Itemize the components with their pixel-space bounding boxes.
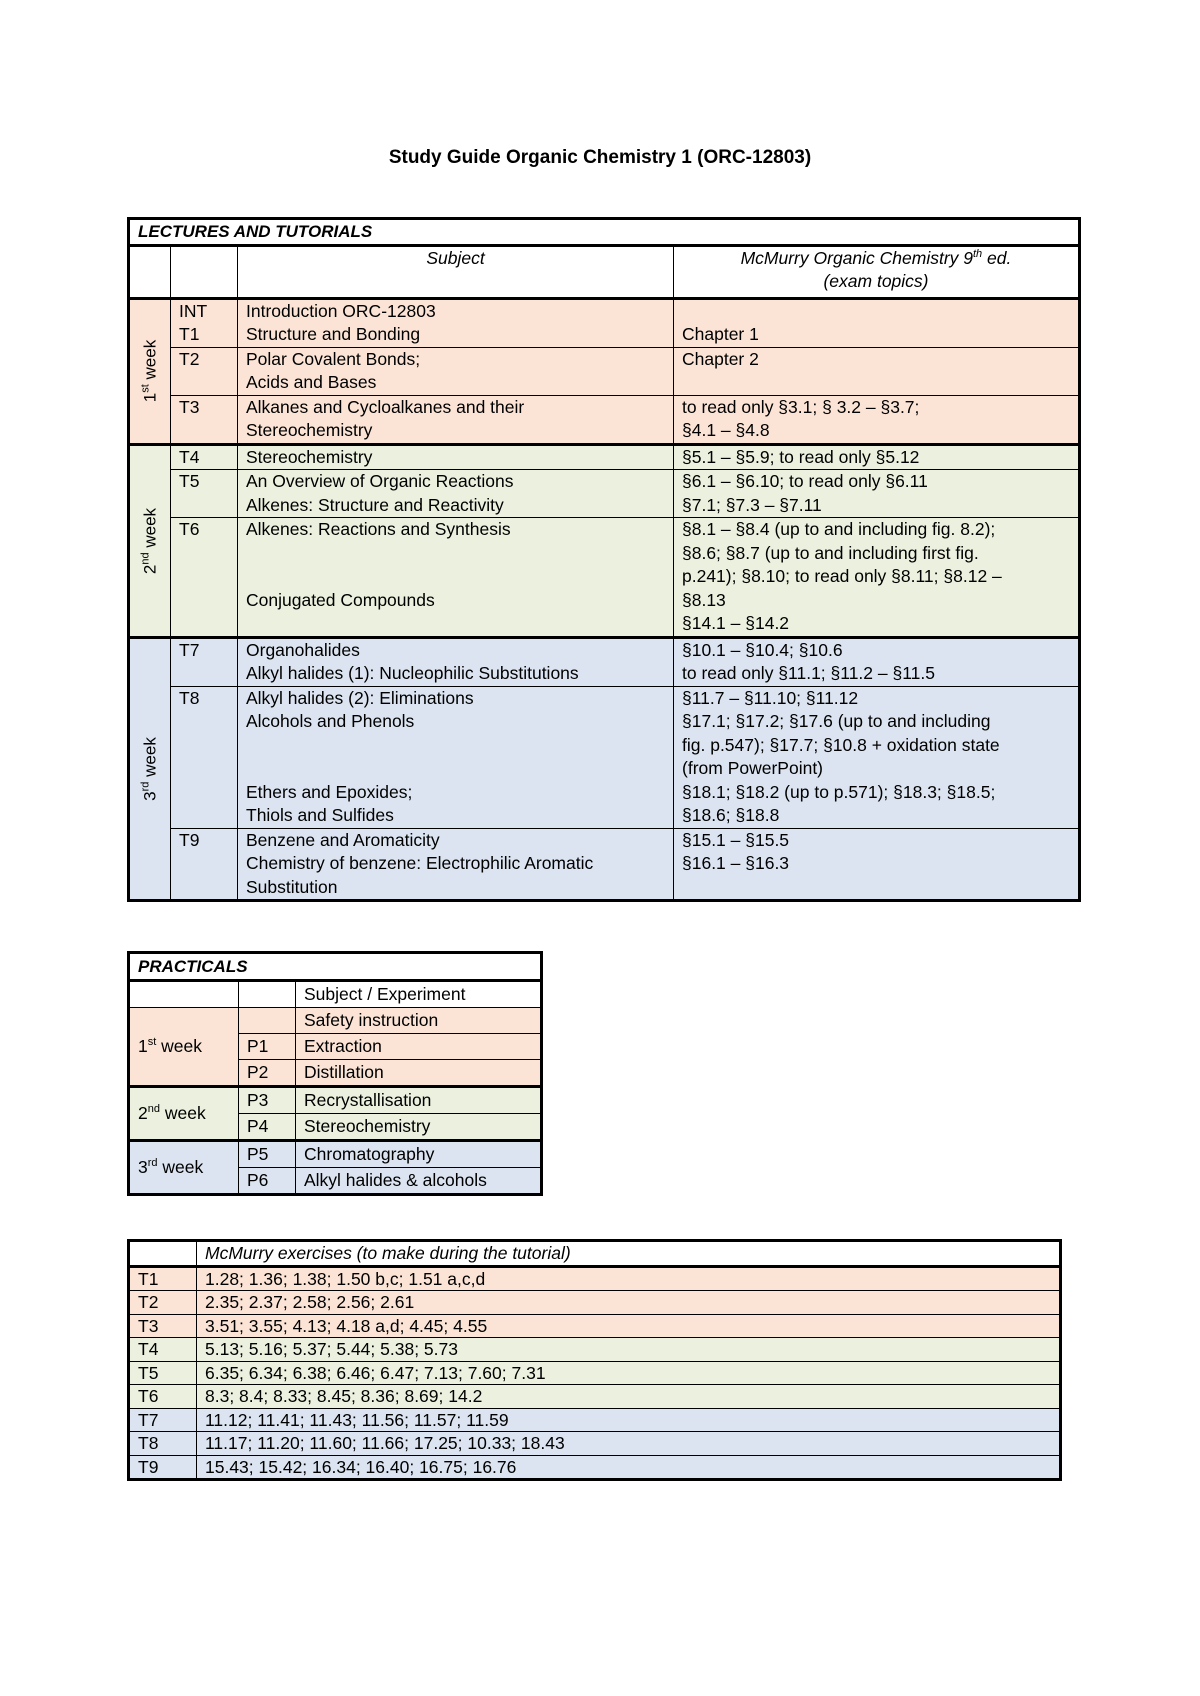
- exercises-table: [127, 1239, 1062, 1481]
- book-edition-sup: th: [973, 247, 983, 260]
- week-label: [129, 298, 171, 444]
- exercise-items: 2.35; 2.37; 2.58; 2.56; 2.61: [197, 1291, 1061, 1315]
- col-experiment-header: Subject / Experiment: [296, 981, 542, 1008]
- practical-subject: Recrystallisation: [296, 1087, 542, 1114]
- tutorial-code: T3: [171, 395, 238, 444]
- week-word: week: [157, 1157, 204, 1177]
- tutorial-topics: §5.1 – §5.9; to read only §5.12: [674, 444, 1080, 470]
- tutorial-subject: Organohalides Alkyl halides (1): Nucleophilic Substitutions: [238, 637, 674, 686]
- tutorial-code: T2: [171, 347, 238, 395]
- empty-cell: [129, 245, 171, 298]
- tutorial-topics: §15.1 – §15.5 §16.1 – §16.3: [674, 828, 1080, 901]
- week-label-text: [138, 1103, 206, 1123]
- week-label-text: [138, 737, 162, 801]
- week-word: week: [140, 507, 160, 552]
- week-ordinal: rd: [147, 1157, 158, 1170]
- tutorial-subject: An Overview of Organic Reactions Alkenes: Structure and Reactivity: [238, 470, 674, 518]
- lectures-header: LECTURES AND TUTORIALS: [129, 219, 1080, 246]
- lecture-row: [129, 686, 1080, 828]
- lecture-row: [129, 518, 1080, 638]
- exercise-items: 5.13; 5.16; 5.37; 5.44; 5.38; 5.73: [197, 1338, 1061, 1362]
- exercise-items: 1.28; 1.36; 1.38; 1.50 b,c; 1.51 a,c,d: [197, 1266, 1061, 1291]
- exercise-row: [129, 1385, 1061, 1409]
- week-number: 2: [140, 564, 160, 574]
- exercise-tutorial-code: T8: [129, 1432, 197, 1456]
- practicals-table: [127, 951, 543, 1196]
- exercise-items: 6.35; 6.34; 6.38; 6.46; 6.47; 7.13; 7.60; 7.31: [197, 1361, 1061, 1385]
- col-book-header: [674, 245, 1080, 298]
- exercise-tutorial-code: T7: [129, 1408, 197, 1432]
- tutorial-code: T7: [171, 637, 238, 686]
- week-ordinal: st: [139, 384, 152, 393]
- week-label: [129, 1008, 239, 1087]
- practical-code: P2: [239, 1060, 296, 1087]
- empty-cell: [129, 981, 239, 1008]
- practical-subject: Distillation: [296, 1060, 542, 1087]
- tutorial-topics: Chapter 1: [674, 298, 1080, 347]
- exercise-row: [129, 1291, 1061, 1315]
- practical-row: [129, 1141, 542, 1168]
- exercise-row: [129, 1314, 1061, 1338]
- exercise-row: [129, 1408, 1061, 1432]
- week-ordinal: rd: [139, 781, 152, 792]
- exercises-header: McMurry exercises (to make during the tutorial): [197, 1241, 1061, 1267]
- week-number: 1: [138, 1036, 148, 1056]
- empty-cell: [129, 1241, 197, 1267]
- book-exam-topics: (exam topics): [823, 271, 929, 291]
- practicals-header: PRACTICALS: [129, 953, 542, 981]
- exercise-tutorial-code: T2: [129, 1291, 197, 1315]
- week-label: [129, 1087, 239, 1141]
- practical-subject: Chromatography: [296, 1141, 542, 1168]
- exercise-tutorial-code: T9: [129, 1455, 197, 1480]
- practical-row: [129, 1008, 542, 1034]
- lectures-table: [127, 217, 1081, 902]
- week-label-text: [138, 507, 162, 573]
- exercise-items: 8.3; 8.4; 8.33; 8.45; 8.36; 8.69; 14.2: [197, 1385, 1061, 1409]
- book-title-text: McMurry Organic Chemistry 9: [740, 247, 973, 268]
- week-number: 3: [140, 791, 160, 801]
- lecture-row: [129, 828, 1080, 901]
- week-ordinal: nd: [147, 1103, 160, 1116]
- practical-code: P5: [239, 1141, 296, 1168]
- exercise-items: 11.12; 11.41; 11.43; 11.56; 11.57; 11.59: [197, 1408, 1061, 1432]
- tutorial-subject: Introduction ORC-12803 Structure and Bonding: [238, 298, 674, 347]
- week-word: week: [140, 339, 160, 385]
- empty-cell: [171, 245, 238, 298]
- exercise-items: 3.51; 3.55; 4.13; 4.18 a,d; 4.45; 4.55: [197, 1314, 1061, 1338]
- week-word: week: [140, 736, 160, 782]
- tutorial-code: T6: [171, 518, 238, 638]
- practical-subject: Stereochemistry: [296, 1114, 542, 1141]
- practical-subject: Safety instruction: [296, 1008, 542, 1034]
- lecture-row: [129, 395, 1080, 444]
- exercise-row: [129, 1338, 1061, 1362]
- tutorial-code: T8: [171, 686, 238, 828]
- lecture-row: [129, 637, 1080, 686]
- practical-subject: Alkyl halides & alcohols: [296, 1168, 542, 1195]
- exercise-tutorial-code: T3: [129, 1314, 197, 1338]
- practical-code: [239, 1008, 296, 1034]
- col-subject-header: Subject: [238, 245, 674, 298]
- lecture-row: [129, 347, 1080, 395]
- page-title: Study Guide Organic Chemistry 1 (ORC-12803): [388, 147, 812, 168]
- tutorial-topics: §11.7 – §11.10; §11.12 §17.1; §17.2; §17.6 (up to and including fig. p.547); §17.7; §10.8 + oxidation state (from PowerPoint) §18.1; §18.2 (up to p.571); §18.3; §18.5; §18.6; §18.8: [674, 686, 1080, 828]
- exercise-tutorial-code: T1: [129, 1266, 197, 1291]
- tutorial-topics: §8.1 – §8.4 (up to and including fig. 8.2); §8.6; §8.7 (up to and including first fig. p.241); §8.10; to read only §8.11; §8.12 – §8.13 §14.1 – §14.2: [674, 518, 1080, 638]
- tutorial-subject: Alkyl halides (2): Eliminations Alcohols and Phenols Ethers and Epoxides; Thiols and Sulfides: [238, 686, 674, 828]
- tutorial-subject: Stereochemistry: [238, 444, 674, 470]
- tutorial-subject: Alkanes and Cycloalkanes and their Stereochemistry: [238, 395, 674, 444]
- practical-code: P4: [239, 1114, 296, 1141]
- week-word: week: [159, 1103, 206, 1123]
- tutorial-subject: Benzene and Aromaticity Chemistry of benzene: Electrophilic Aromatic Substitution: [238, 828, 674, 901]
- tutorial-topics: §10.1 – §10.4; §10.6 to read only §11.1; §11.2 – §11.5: [674, 637, 1080, 686]
- week-number: 2: [138, 1103, 148, 1123]
- week-label: [129, 444, 171, 637]
- tutorial-code: T4: [171, 444, 238, 470]
- lecture-row: [129, 298, 1080, 347]
- week-label-text: [138, 1157, 203, 1177]
- tutorial-topics: to read only §3.1; § 3.2 – §3.7; §4.1 – §4.8: [674, 395, 1080, 444]
- practical-code: P3: [239, 1087, 296, 1114]
- tutorial-topics: §6.1 – §6.10; to read only §6.11 §7.1; §7.3 – §7.11: [674, 470, 1080, 518]
- exercise-items: 11.17; 11.20; 11.60; 11.66; 17.25; 10.33; 18.43: [197, 1432, 1061, 1456]
- week-ordinal: st: [147, 1036, 157, 1049]
- tutorial-code: T5: [171, 470, 238, 518]
- book-edition-text: ed.: [982, 247, 1012, 268]
- practical-subject: Extraction: [296, 1034, 542, 1060]
- week-label-text: [138, 1036, 202, 1056]
- week-label-text: [138, 340, 162, 402]
- week-ordinal: nd: [139, 551, 152, 565]
- tutorial-topics: Chapter 2: [674, 347, 1080, 395]
- tutorial-code: T9: [171, 828, 238, 901]
- tutorial-code: INT T1: [171, 298, 238, 347]
- lecture-row: [129, 470, 1080, 518]
- practical-code: P6: [239, 1168, 296, 1195]
- exercise-tutorial-code: T4: [129, 1338, 197, 1362]
- practical-code: P1: [239, 1034, 296, 1060]
- exercise-row: [129, 1432, 1061, 1456]
- lecture-row: [129, 444, 1080, 470]
- week-label: [129, 637, 171, 901]
- week-label: [129, 1141, 239, 1195]
- empty-cell: [239, 981, 296, 1008]
- week-word: week: [156, 1036, 203, 1056]
- exercise-row: [129, 1361, 1061, 1385]
- practical-row: [129, 1087, 542, 1114]
- exercise-row: [129, 1266, 1061, 1291]
- exercise-tutorial-code: T6: [129, 1385, 197, 1409]
- exercise-items: 15.43; 15.42; 16.34; 16.40; 16.75; 16.76: [197, 1455, 1061, 1480]
- exercise-row: [129, 1455, 1061, 1480]
- tutorial-subject: Polar Covalent Bonds; Acids and Bases: [238, 347, 674, 395]
- exercise-tutorial-code: T5: [129, 1361, 197, 1385]
- week-number: 1: [140, 392, 160, 403]
- tutorial-subject: Alkenes: Reactions and Synthesis Conjugated Compounds: [238, 518, 674, 638]
- week-number: 3: [138, 1157, 148, 1177]
